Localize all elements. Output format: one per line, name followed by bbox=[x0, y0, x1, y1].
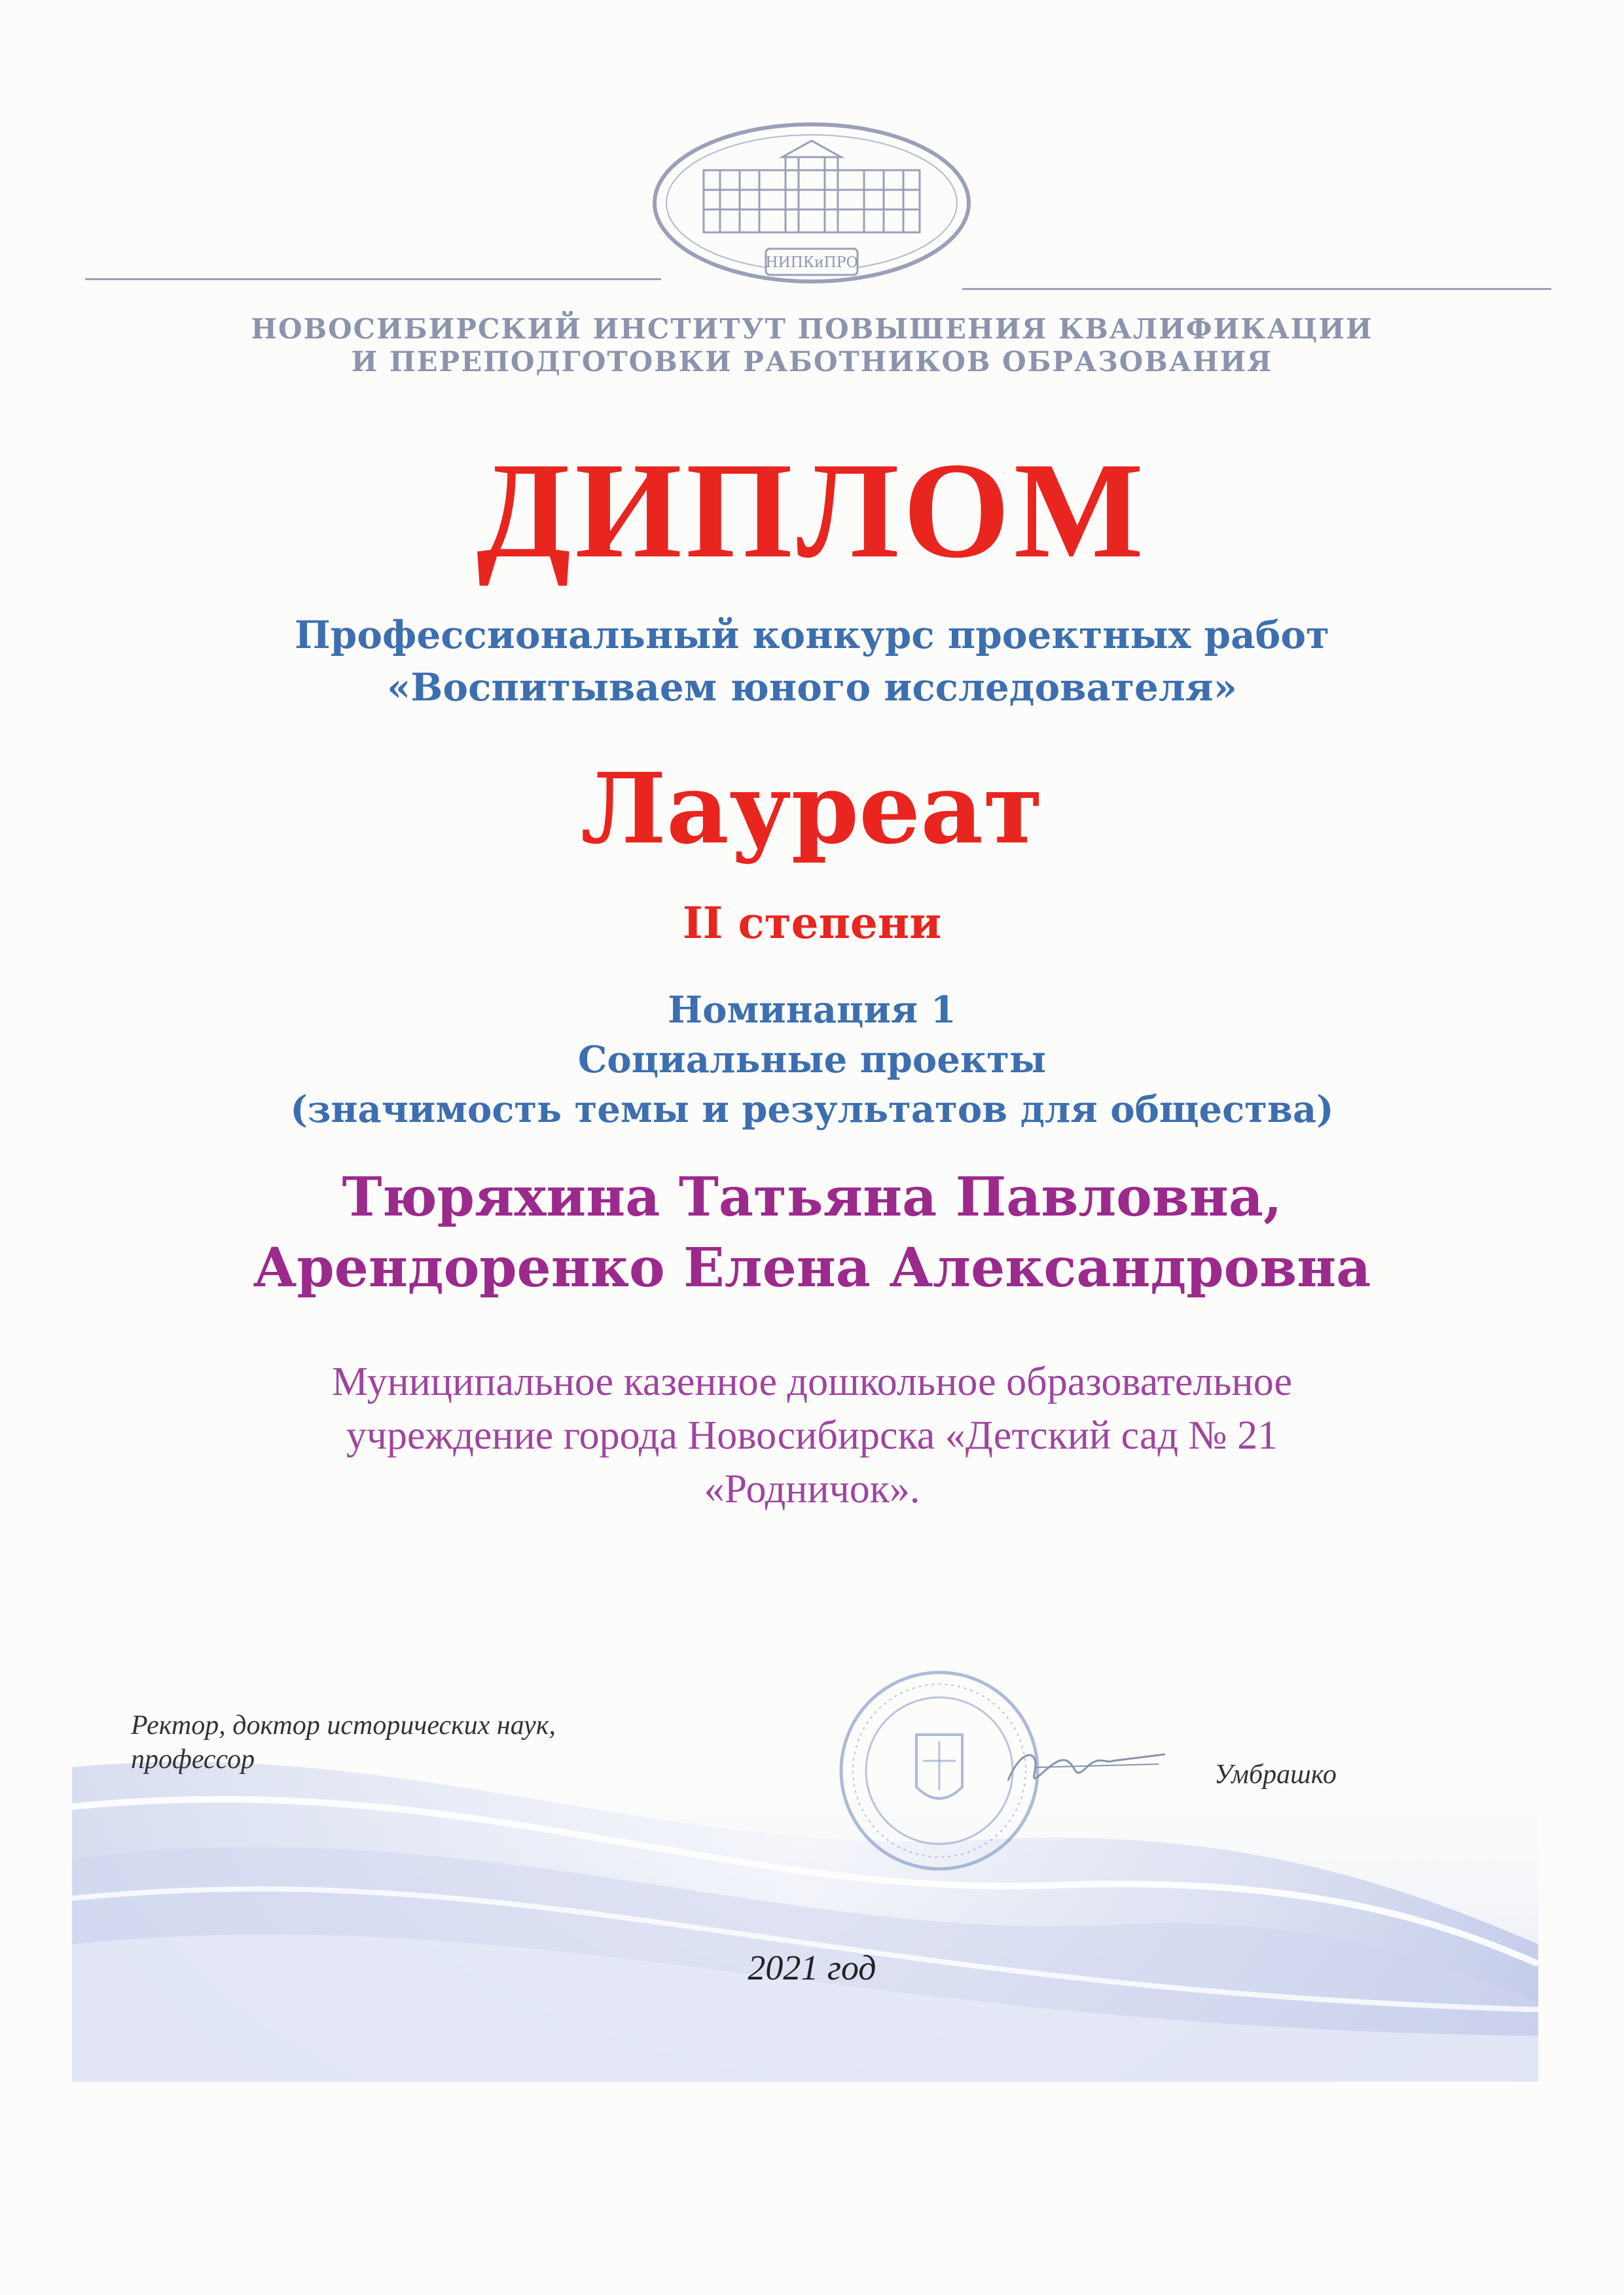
organization-line-1: Муниципальное казенное дошкольное образовательное bbox=[331, 1360, 1293, 1404]
institute-name bbox=[0, 313, 1624, 378]
organization bbox=[0, 1355, 1624, 1516]
award-degree: II степени bbox=[682, 897, 942, 949]
contest-line-2: «Воспитываем юного исследователя» bbox=[387, 665, 1237, 710]
signatory-position-line-2: профессор bbox=[131, 1744, 255, 1775]
nomination bbox=[0, 985, 1624, 1134]
diploma-title: ДИПЛОМ bbox=[476, 435, 1148, 587]
contest-name bbox=[0, 609, 1624, 714]
diploma-year: 2021 год bbox=[748, 1948, 876, 1987]
institute-line-2: И ПЕРЕПОДГОТОВКИ РАБОТНИКОВ ОБРАЗОВАНИЯ bbox=[351, 346, 1273, 378]
header-rule-right bbox=[962, 288, 1551, 290]
contest-line-1: Профессиональный конкурс проектных работ bbox=[295, 613, 1329, 657]
recipient-name-2: Арендоренко Елена Александровна bbox=[253, 1237, 1371, 1299]
handwritten-signature bbox=[995, 1728, 1178, 1800]
nomination-line-2: Социальные проекты bbox=[577, 1038, 1047, 1081]
recipient-names bbox=[0, 1162, 1624, 1303]
nomination-line-1: Номинация 1 bbox=[668, 988, 956, 1032]
signatory-position-line-1: Ректор, доктор исторических наук, bbox=[131, 1710, 556, 1741]
organization-line-2: учреждение города Новосибирска «Детский сад № 21 bbox=[346, 1413, 1278, 1458]
signatory-position bbox=[131, 1708, 556, 1777]
recipient-name-1: Тюряхина Татьяна Павловна, bbox=[342, 1166, 1282, 1229]
institute-line-1: НОВОСИБИРСКИЙ ИНСТИТУТ ПОВЫШЕНИЯ КВАЛИФИКАЦИИ bbox=[251, 313, 1373, 345]
signatory-surname: Умбрашко bbox=[1214, 1760, 1337, 1790]
logo-caption: НИПКиПРО bbox=[765, 255, 858, 271]
organization-line-3: «Родничок». bbox=[704, 1467, 920, 1511]
nomination-line-3: (значимость темы и результатов для общества) bbox=[290, 1088, 1334, 1131]
header-rule-left bbox=[85, 278, 661, 280]
institute-logo bbox=[648, 118, 975, 295]
award-title: Лауреат bbox=[581, 751, 1043, 865]
